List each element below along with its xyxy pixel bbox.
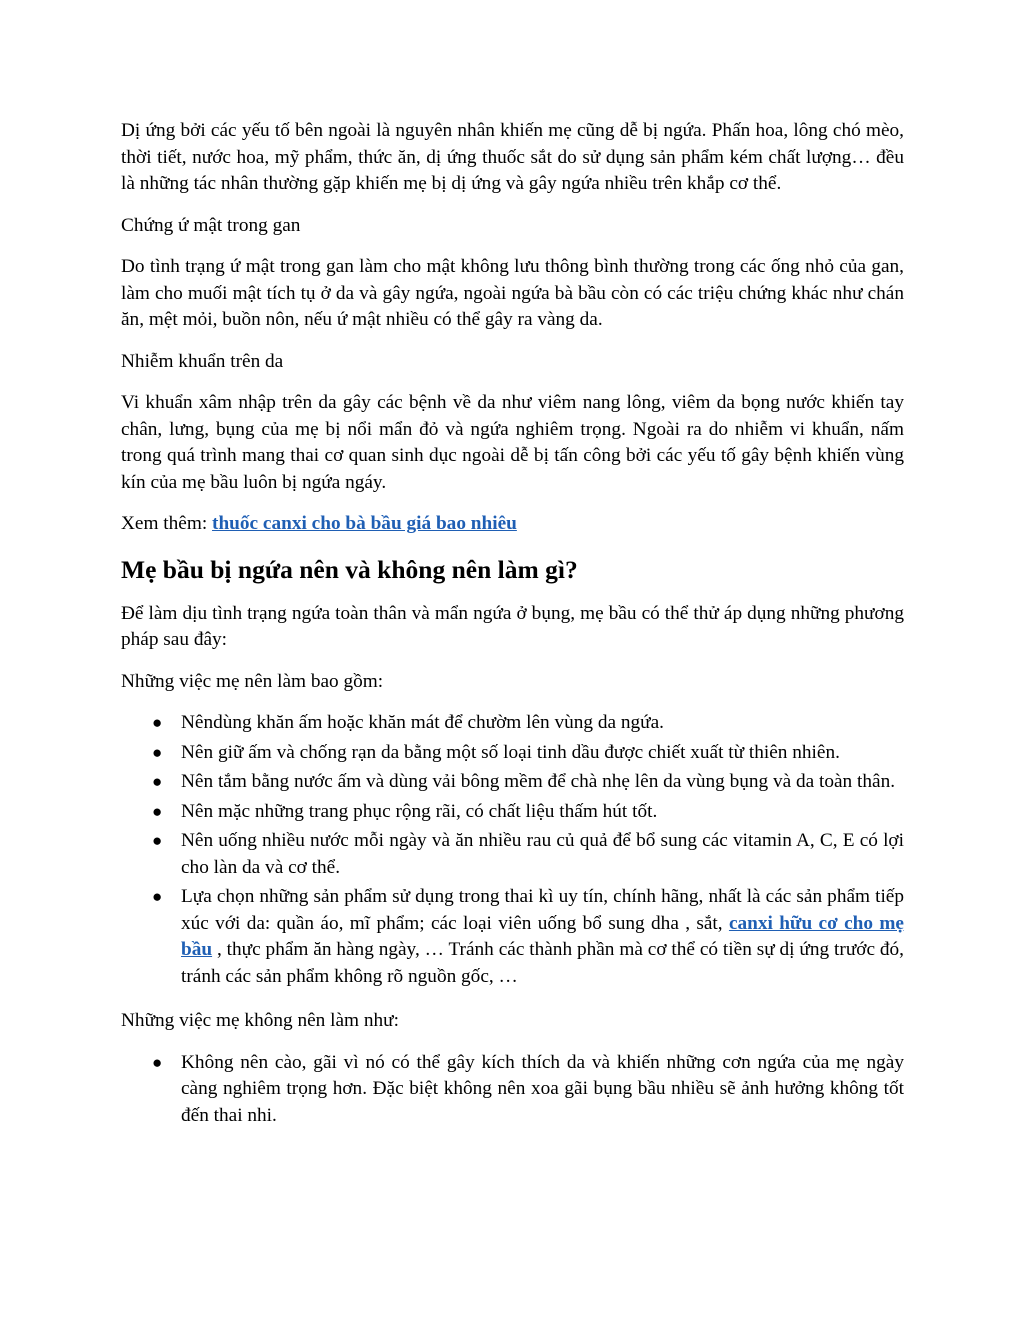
bullet-icon: ●	[152, 887, 163, 906]
bullet-icon: ●	[152, 772, 163, 791]
should-not-do-label: Những việc mẹ không nên làm như:	[121, 1010, 399, 1031]
list-item	[121, 740, 904, 767]
should-do-list	[121, 710, 904, 990]
paragraph-allergy: Dị ứng bởi các yếu tố bên ngoài là nguyên nhân khiến mẹ cũng dễ bị ngứa. Phấn hoa, lông chó mèo, thời tiết, nước hoa, mỹ phẩm, thức ăn, dị ứng thuốc sắt do sử dụng sản phẩm kém chất lượng… đều là những tác nhân thường gặp khiến mẹ bị dị ứng và gây ngứa nhiều trên khắp cơ thể.	[121, 120, 904, 194]
list-item-text: Nên mặc những trang phục rộng rãi, có chất liệu thấm hút tốt.	[181, 800, 658, 822]
list-item	[121, 1050, 904, 1130]
list-item	[121, 769, 904, 796]
list-item-text-before-link: Lựa chọn những sản phẩm sử dụng trong thai kì uy tín, chính hãng, nhất là các sản phẩm tiếp xúc với da: quần áo, mĩ phẩm; các loại viên uống bổ sung dha , sắt,	[181, 886, 904, 934]
should-do-label: Những việc mẹ nên làm bao gồm:	[121, 670, 384, 692]
list-item-text: Nên uống nhiều nước mỗi ngày và ăn nhiều rau củ quả để bổ sung các vitamin A, C, E có lợi cho làn da và cơ thể.	[181, 830, 904, 878]
bullet-icon: ●	[152, 1052, 163, 1072]
section-intro: Để làm dịu tình trạng ngứa toàn thân và mẩn ngứa ở bụng, mẹ bầu có thể thử áp dụng những phương pháp sau đây:	[121, 602, 904, 650]
document-page	[121, 118, 904, 1147]
subheading-cholestasis: Chứng ứ mật trong gan	[121, 214, 301, 236]
bullet-icon: ●	[152, 801, 163, 821]
subheading-skin-infection: Nhiễm khuẩn trên da	[121, 350, 284, 372]
paragraph-skin-infection: Vi khuẩn xâm nhập trên da gây các bệnh về da như viêm nang lông, viêm da bọng nước khiến tay chân, lưng, bụng của mẹ bị nổi mẩn đỏ và ngứa nghiêm trọng. Ngoài ra do nhiễm vi khuẩn, nấm trong quá trình mang thai cơ quan sinh dục ngoài dễ bị tấn công bởi các yếu tố gây bệnh khiến vùng kín của mẹ bầu luôn bị ngứa ngáy.	[121, 392, 904, 493]
list-item-text: Không nên cào, gãi vì nó có thể gây kích thích da và khiến những cơn ngứa của mẹ ngày càng nghiêm trọng hơn. Đặc biệt không nên xoa gãi bụng bầu nhiều sẽ ảnh hưởng không tốt đến thai nhi.	[181, 1051, 904, 1126]
should-not-do-list	[121, 1050, 904, 1130]
paragraph-cholestasis: Do tình trạng ứ mật trong gan làm cho mật không lưu thông bình thường trong các ống nhỏ của gan, làm cho muối mật tích tụ ở da và gây ngứa, ngoài ngứa bà bầu còn có các triệu chứng khác như chán ăn, mệt mỏi, buồn nôn, nếu ứ mật nhiều có thể gây ra vàng da.	[121, 256, 904, 330]
list-item	[121, 828, 904, 881]
see-more-link[interactable]: thuốc canxi cho bà bầu giá bao nhiêu	[212, 513, 517, 534]
organic-calcium-link[interactable]: canxi hữu cơ cho mẹ bầu	[181, 912, 904, 960]
bullet-icon: ●	[152, 831, 163, 850]
see-more-prefix: Xem thêm:	[121, 513, 213, 534]
list-item-text: Nên tắm bằng nước ấm và dùng vải bông mềm để chà nhẹ lên da vùng bụng và da toàn thân.	[181, 771, 896, 792]
see-more-line	[121, 511, 904, 538]
list-item-text: Nêndùng khăn ấm hoặc khăn mát để chườm lên vùng da ngứa.	[181, 712, 665, 733]
section-heading: Mẹ bầu bị ngứa nên và không nên làm gì?	[121, 554, 578, 584]
bullet-icon: ●	[152, 742, 163, 762]
list-item-text: Nên giữ ấm và chống rạn da bằng một số loại tinh dầu được chiết xuất từ thiên nhiên.	[181, 741, 840, 763]
list-item	[121, 710, 904, 737]
bullet-icon: ●	[152, 713, 163, 732]
list-item	[121, 884, 904, 990]
list-item	[121, 799, 904, 826]
list-item-text-after-link: , thực phẩm ăn hàng ngày, … Tránh các thành phần mà cơ thể có tiền sự dị ứng trước đó, tránh các sản phẩm không rõ nguồn gốc, …	[181, 939, 904, 987]
